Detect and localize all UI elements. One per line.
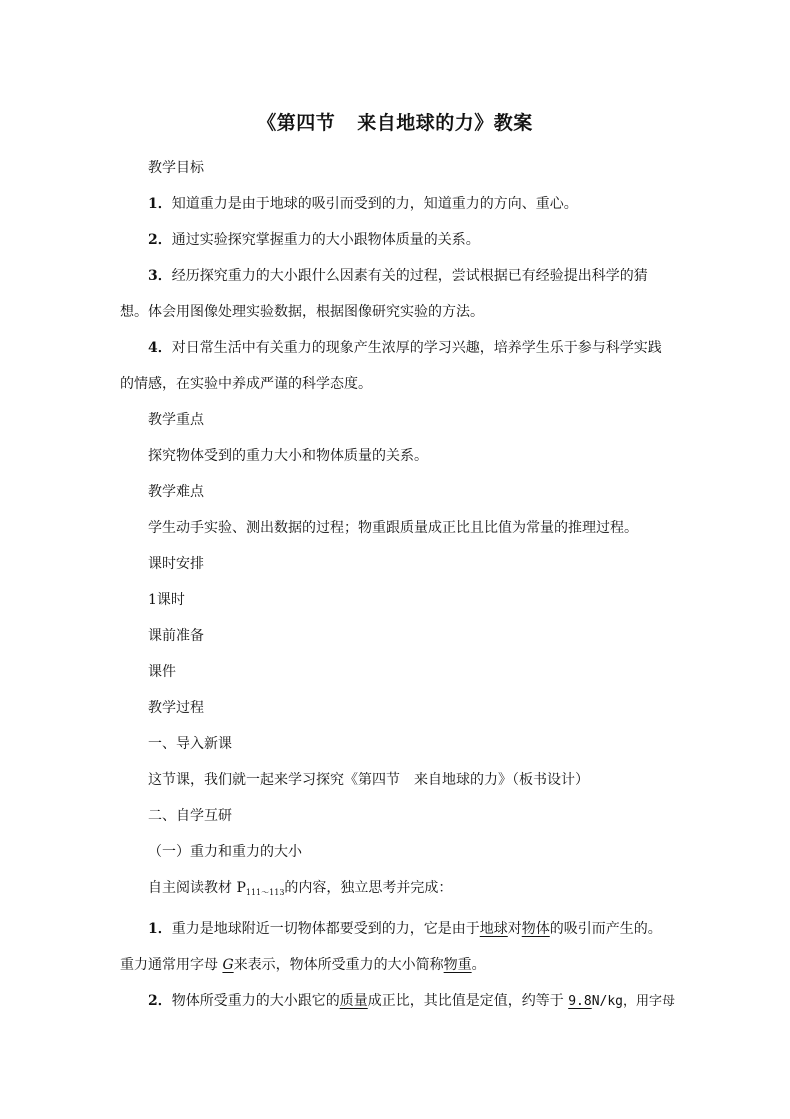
intro-text: 这节课，我们就一起来学习探究《第四节 来自地球的力》（板书设计） (148, 772, 589, 788)
heading-schedule: 课时安排 (148, 556, 204, 572)
answer-blank: 9.8 (568, 994, 592, 1009)
difficulty-text: 学生动手实验、测出数据的过程；物重跟质量成正比且比值为常量的推理过程。 (148, 520, 638, 536)
schedule-text: 1课时 (148, 592, 185, 608)
section-2: 二、自学互研 (148, 808, 232, 824)
heading-process: 教学过程 (148, 700, 204, 716)
document-title: 《第四节 来自地球的力》教案 (257, 112, 533, 134)
heading-prep: 课前准备 (148, 628, 204, 644)
heading-difficulty: 教学难点 (148, 484, 204, 500)
prep-text: 课件 (148, 664, 176, 680)
heading-key: 教学重点 (148, 412, 204, 428)
goal-4: 4．对日常生活中有关重力的现象产生浓厚的学习兴趣，培养学生乐于参与科学实践 (148, 340, 662, 356)
goal-4-cont: 的情感，在实验中养成严谨的科学态度。 (120, 376, 372, 392)
answer-blank: 质量 (339, 993, 368, 1009)
question-1-cont: 重力通常用字母 G来表示，物体所受重力的大小简称物重。 (120, 957, 486, 973)
answer-blank: G (222, 957, 234, 973)
subsection-1: （一）重力和重力的大小 (148, 844, 302, 860)
heading-goals: 教学目标 (148, 160, 204, 176)
reading-instruction: 自主阅读教材 $P_{111\sim 113}$的内容，独立思考并完成： (148, 880, 453, 897)
goal-3: 3．经历探究重力的大小跟什么因素有关的过程，尝试根据已有经验提出科学的猜 (148, 268, 648, 284)
key-text: 探究物体受到的重力大小和物体质量的关系。 (148, 448, 428, 464)
section-1: 一、导入新课 (148, 736, 232, 752)
question-2: 2．物体所受重力的大小跟它的质量成正比，其比值是定值，约等于 9.8N/kg，用字母 (148, 993, 675, 1009)
answer-blank: 地球 (479, 921, 508, 937)
answer-blank: 物重 (443, 957, 472, 973)
goal-2: 2．通过实验探究掌握重力的大小跟物体质量的关系。 (148, 232, 480, 248)
goal-1: 1．知道重力是由于地球的吸引而受到的力，知道重力的方向、重心。 (148, 196, 578, 212)
goal-3-cont: 想。体会用图像处理实验数据，根据图像研究实验的方法。 (120, 304, 484, 320)
question-1: 1．重力是地球附近一切物体都要受到的力，它是由于地球对物体的吸引而产生的。 (148, 921, 662, 937)
document-body (120, 150, 680, 1020)
answer-blank: 物体 (521, 921, 550, 937)
